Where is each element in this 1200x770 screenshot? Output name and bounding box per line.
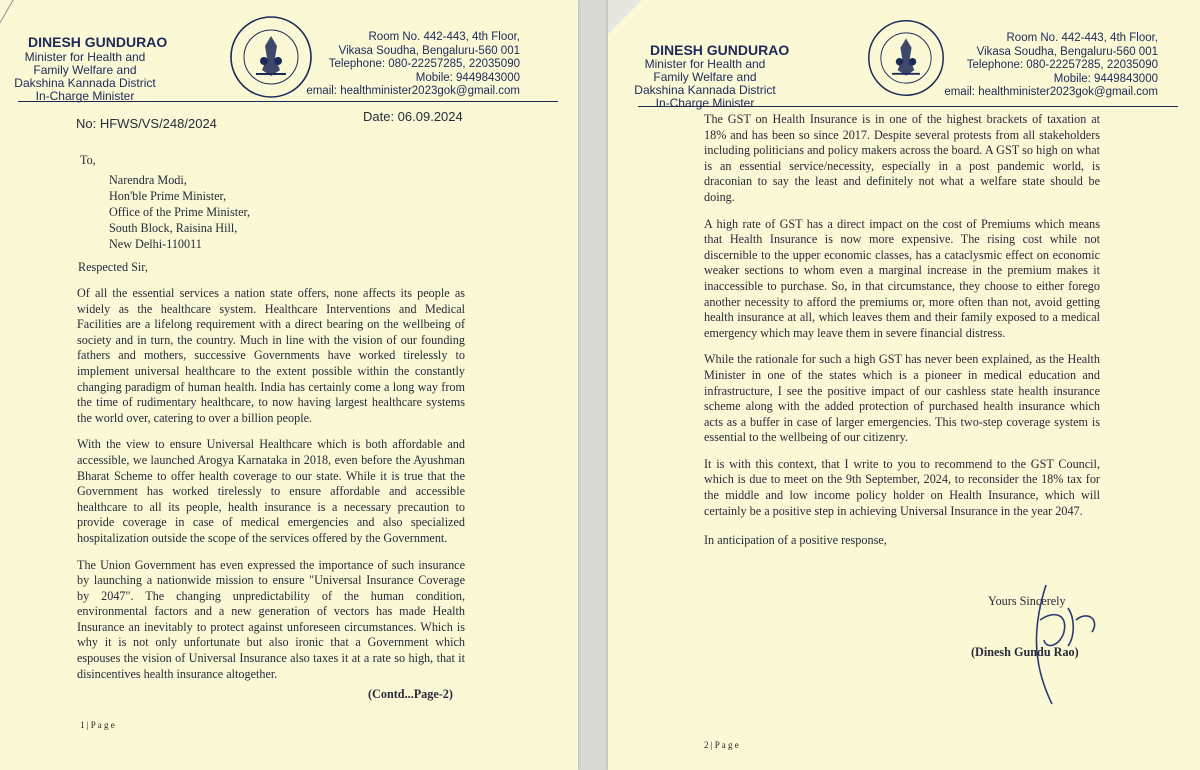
address-line: Telephone: 080-22257285, 22035090 (328, 58, 520, 70)
letter-page-1 (0, 0, 578, 770)
title-line: Dakshina Kannada District (14, 76, 156, 90)
body-paragraph: The Union Government has even expressed the importance of such insurance by launching a nationwide mission to ensure "Universal Insurance Coverage by 2047". The changing unpredictability of the human condition, environmental factors and a new generation of vectors has made Health Insurance an inevitably to protect against unforeseen circumstances. Which is why it is not only unfortunate but also ironic that a Government which espouses the vision of Universal Insurance also taxes it at a rate so high, that it disincentives health insurance altogether. (77, 557, 465, 681)
address-line: Vikasa Soudha, Bengaluru-560 001 (976, 45, 1158, 58)
addressee-line: Office of the Prime Minister, (109, 205, 251, 219)
address-line: Mobile: 9449843000 (415, 71, 520, 84)
page-footer: 1 | P a g e (80, 720, 115, 730)
minister-name: DINESH GUNDURAO (28, 34, 168, 50)
body-paragraph: A high rate of GST has a direct impact on the cost of Premiums which means that Health Insurance is now more expensive. The rising cost while not discernible to the upper economic classes, has a cataclysmic effect on economic weaker sections to whom even a marginal increase in the premium makes it inaccessible to purchase. So, in that circumstance, they choose to either forego another necessity to afford the premiums or, more often than not, avoid getting health insurance at all, which leaves them and their family exposed to a medical emergency which may leave them in severe financial distress. (704, 216, 1100, 340)
page1-body (77, 286, 465, 693)
page-footer: 2 | P a g e (704, 740, 739, 750)
body-paragraph: It is with this context, that I write to you to recommend to the GST Council, which is due to meet on the 9th September, 2024, to reconsider the 18% tax for the middle and low income policy holder on Health Insurance, which will certainly be a positive step in achieving Universal Insurance in the year 2047. (704, 456, 1100, 518)
office-address (296, 31, 520, 99)
body-paragraph: With the view to ensure Universal Healthcare which is both affordable and accessible, we launched Arogya Karnataka in 2018, even before the Ayushman Bharat Scheme to offer health coverage to our state. While it is true that the Government has worked tirelessly to ensure affordable and accessible healthcare to all its people, health insurance is a necessary precaution to provide coverage in case of medical emergencies and also specialized hospitalization outside the scope of the services offered by the Government. (77, 437, 465, 545)
title-line: Dakshina Kannada District (634, 83, 776, 97)
address-line: email: healthminister2023gok@gmail.com (944, 86, 1158, 98)
addressee-line: Hon'ble Prime Minister, (109, 189, 227, 203)
address-line: email: healthminister2023gok@gmail.com (306, 85, 520, 97)
body-paragraph: The GST on Health Insurance is in one of the highest brackets of taxation at 18% and has been so since 2017. Despite several protests from all stakeholders including politicians and policy makers across the board. A GST so high on what is an essential service/necessity, especially in a post pandemic world, is draconian to say the least and definitely not what a welfare state should be doing. (704, 112, 1100, 204)
title-line: Family Welfare and (653, 70, 757, 84)
page-fold (608, 0, 642, 34)
minister-title (630, 58, 780, 110)
title-line: In-Charge Minister (35, 89, 135, 103)
letter-date: Date: 06.09.2024 (363, 109, 463, 124)
address-line: Mobile: 9449843000 (1053, 72, 1158, 85)
addressee-line: New Delhi-110011 (109, 237, 202, 251)
salutation: Respected Sir, (78, 260, 148, 274)
body-paragraph: While the rationale for such a high GST has never been explained, as the Health Minister in one of the states which is a pioneer in medical education and infrastructure, I see the positive impact of our cashless state health insurance scheme along with the added protection of purchased health insurance which acts as a buffer in case of larger emergencies. This two-step coverage system is essential to the wellbeing of our citizenry. (704, 352, 1100, 445)
address-line: Telephone: 080-22257285, 22035090 (966, 59, 1158, 71)
minister-name: DINESH GUNDURAO (650, 42, 790, 58)
page-curl (0, 0, 34, 30)
title-line: Minister for Health and (24, 50, 146, 64)
letter-page-2 (608, 0, 1200, 770)
reference-number: No: HFWS/VS/248/2024 (76, 116, 217, 131)
minister-title (10, 51, 160, 103)
continued-note: (Contd...Page-2) (368, 687, 453, 701)
title-line: In-Charge Minister (655, 96, 755, 110)
body-paragraph: In anticipation of a positive response, (704, 533, 887, 548)
title-line: Family Welfare and (33, 63, 137, 77)
header-rule (18, 101, 558, 102)
signatory-name: (Dinesh Gundu Rao) (971, 645, 1079, 659)
page2-body (704, 112, 1100, 560)
addressee-line: South Block, Raisina Hill, (109, 221, 238, 235)
header-rule (638, 106, 1178, 107)
title-line: Minister for Health and (644, 57, 766, 71)
address-line: Room No. 442-443, 4th Floor, (1006, 32, 1158, 44)
to-label: To, (80, 153, 96, 167)
address-line: Vikasa Soudha, Bengaluru-560 001 (338, 44, 520, 57)
office-address (934, 32, 1158, 100)
body-paragraph: Of all the essential services a nation state offers, none affects its people as widely as the healthcare system. Healthcare Interventions and Medical Facilities are a lifelong requirement with a direct bearing on the wellbeing of society and in turn, the country. Much in line with the vision of our founding fathers and mothers, successive Governments have worked tirelessly to implement universal healthcare to the extent possible within the constantly changing paradigm of human health. India has certainly come a long way from the time of rudimentary healthcare, to now having largest healthcare systems the world over, catering to over a billion people. (77, 286, 465, 425)
addressee-line: Narendra Modi, (109, 173, 187, 187)
addressee-block (109, 172, 250, 252)
address-line: Room No. 442-443, 4th Floor, (368, 31, 520, 43)
closing: Yours Sincerely (988, 594, 1066, 608)
